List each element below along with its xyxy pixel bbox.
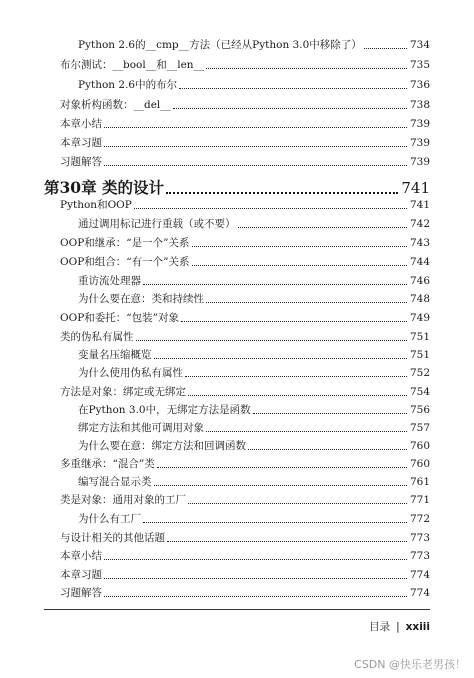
toc-entry-title: 在Python 3.0中，无绑定方法是函数: [78, 404, 251, 416]
toc-entry: [78, 471, 430, 489]
toc-entry-page: 772: [409, 513, 430, 525]
toc-entry-title: 习题解答: [60, 156, 102, 168]
dot-leader: [181, 317, 407, 322]
chapter-title: 第30章 类的设计: [44, 178, 164, 197]
toc-entry-page: 760: [409, 458, 430, 470]
toc-entry-page: 756: [409, 404, 430, 416]
toc-entry-title: 编写混合显示类: [78, 476, 152, 488]
footer-divider: [44, 609, 430, 610]
toc-entry: [78, 270, 430, 288]
dot-leader: [157, 463, 407, 468]
toc-entry: [78, 213, 430, 231]
dot-leader: [143, 280, 407, 285]
toc-entry-title: 为什么要在意：类和持续性: [78, 293, 204, 305]
dot-leader: [136, 336, 407, 341]
toc-entry-page: 734: [409, 39, 430, 51]
chapter-page: 741: [401, 179, 430, 197]
toc-entry: [60, 94, 430, 112]
dot-leader: [248, 445, 407, 450]
toc-entry: [60, 113, 430, 131]
toc-entry: [78, 34, 430, 52]
toc-entry-page: 743: [409, 237, 430, 249]
toc-entry-title: 方法是对象：绑定或无绑定: [60, 386, 186, 398]
toc-entry-page: 749: [409, 312, 430, 324]
toc-entry-title: 本章小结: [60, 550, 102, 562]
toc-entry: [60, 54, 430, 72]
footer-separator: |: [396, 621, 400, 633]
dot-leader: [154, 354, 407, 359]
toc-entry-page: 738: [409, 99, 430, 111]
toc-entry-page: 773: [409, 532, 430, 544]
toc-entry-title: 为什么有工厂: [78, 513, 141, 525]
toc-entry-page: 771: [409, 494, 430, 506]
toc-entry: [78, 344, 430, 362]
toc-entry-page: 746: [409, 275, 430, 287]
dot-leader: [104, 123, 407, 128]
toc-entry-title: 重访流处理器: [78, 275, 141, 287]
dot-leader: [179, 84, 407, 89]
toc-entry-title: Python 2.6中的布尔: [78, 79, 178, 91]
toc-entry: [78, 399, 430, 417]
toc-entry: [60, 545, 430, 563]
toc-entry: [60, 582, 430, 600]
toc-entry: [78, 508, 430, 526]
toc-entry-title: Python和OOP: [60, 199, 132, 211]
toc-entry-title: OOP和组合：“有一个”关系: [60, 256, 190, 268]
dot-leader: [206, 427, 407, 432]
toc-entry-title: 为什么要在意：绑定方法和回调函数: [78, 440, 246, 452]
toc-entry-title: 绑定方法和其他可调用对象: [78, 422, 204, 434]
dot-leader: [238, 223, 407, 228]
toc-entry-page: 741: [409, 199, 430, 211]
toc-entry: [60, 251, 430, 269]
toc-entry-page: 752: [409, 367, 430, 379]
toc-entry-page: 742: [409, 218, 430, 230]
toc-entry-page: 774: [409, 587, 430, 599]
toc-entry-page: 744: [409, 256, 430, 268]
toc-entry-page: 735: [409, 59, 430, 71]
toc-entry: [60, 453, 430, 471]
dot-leader: [104, 592, 407, 597]
dot-leader: [104, 161, 407, 166]
dot-leader: [192, 261, 407, 266]
toc-entry: [60, 151, 430, 169]
toc-entry-page: 739: [409, 137, 430, 149]
toc-entry-title: 变量名压缩概览: [78, 349, 152, 361]
toc-entry: [60, 194, 430, 212]
toc-entry-title: 本章习题: [60, 569, 102, 581]
toc-entry-page: 751: [409, 331, 430, 343]
toc-entry: [78, 74, 430, 92]
toc-entry-page: 751: [409, 349, 430, 361]
toc-entry-page: 739: [409, 118, 430, 130]
toc-entry: [60, 132, 430, 150]
toc-entry-title: OOP和继承：“是一个”关系: [60, 237, 190, 249]
dot-leader: [143, 518, 407, 523]
toc-entry: [60, 326, 430, 344]
footer-label: 目录: [369, 621, 391, 633]
toc-entry: [78, 288, 430, 306]
dot-leader: [206, 64, 407, 69]
dot-leader: [253, 409, 407, 414]
toc-entry-page: 748: [409, 293, 430, 305]
dot-leader: [104, 574, 407, 579]
toc-entry-page: 739: [409, 156, 430, 168]
toc-entry-page: 774: [409, 569, 430, 581]
toc-entry-title: 通过调用标记进行重载（或不要）: [78, 218, 236, 230]
dot-leader: [104, 142, 407, 147]
dot-leader: [188, 391, 407, 396]
toc-entry-page: 761: [409, 476, 430, 488]
footer-page-number: xxiii: [405, 621, 430, 633]
toc-entry: [60, 489, 430, 507]
toc-entry-title: 与设计相关的其他话题: [60, 532, 165, 544]
toc-entry: [78, 417, 430, 435]
dot-leader: [192, 242, 407, 247]
toc-entry: [60, 307, 430, 325]
toc-entry: [60, 381, 430, 399]
toc-entry-title: 类是对象：通用对象的工厂: [60, 494, 186, 506]
toc-entry-page: 736: [409, 79, 430, 91]
toc-entry-title: 为什么使用伪私有属性: [78, 367, 183, 379]
toc-entry-title: 本章习题: [60, 137, 102, 149]
dot-leader: [104, 555, 407, 560]
dot-leader: [206, 298, 407, 303]
toc-entry-title: 对象析构函数：__del__: [60, 99, 171, 111]
toc-entry-page: 757: [409, 422, 430, 434]
dot-leader: [173, 104, 407, 109]
toc-entry-title: 类的伪私有属性: [60, 331, 134, 343]
dot-leader: [167, 537, 407, 542]
toc-entry: [60, 232, 430, 250]
toc-entry-title: 布尔测试：__bool__和__len__: [60, 59, 205, 71]
toc-entry-title: Python 2.6的__cmp__方法（已经从Python 3.0中移除了）: [78, 39, 362, 51]
toc-entry: [78, 362, 430, 380]
watermark-text: CSDN @快乐老男孩！: [354, 658, 466, 671]
toc-entry-title: 本章小结: [60, 118, 102, 130]
toc-entry-page: 754: [409, 386, 430, 398]
page-footer: [369, 619, 430, 634]
dot-leader: [185, 372, 407, 377]
dot-leader: [364, 44, 407, 49]
toc-entry: [78, 435, 430, 453]
dot-leader: [134, 204, 407, 209]
toc-entry-page: 760: [409, 440, 430, 452]
toc-entry-page: 773: [409, 550, 430, 562]
toc-entry-title: 习题解答: [60, 587, 102, 599]
toc-entry: [60, 527, 430, 545]
toc-entry-title: 多重继承：“混合”类: [60, 458, 155, 470]
toc-entry-title: OOP和委托：“包装”对象: [60, 312, 180, 324]
dot-leader: [154, 481, 407, 486]
toc-entry: [60, 564, 430, 582]
dot-leader: [188, 499, 407, 504]
